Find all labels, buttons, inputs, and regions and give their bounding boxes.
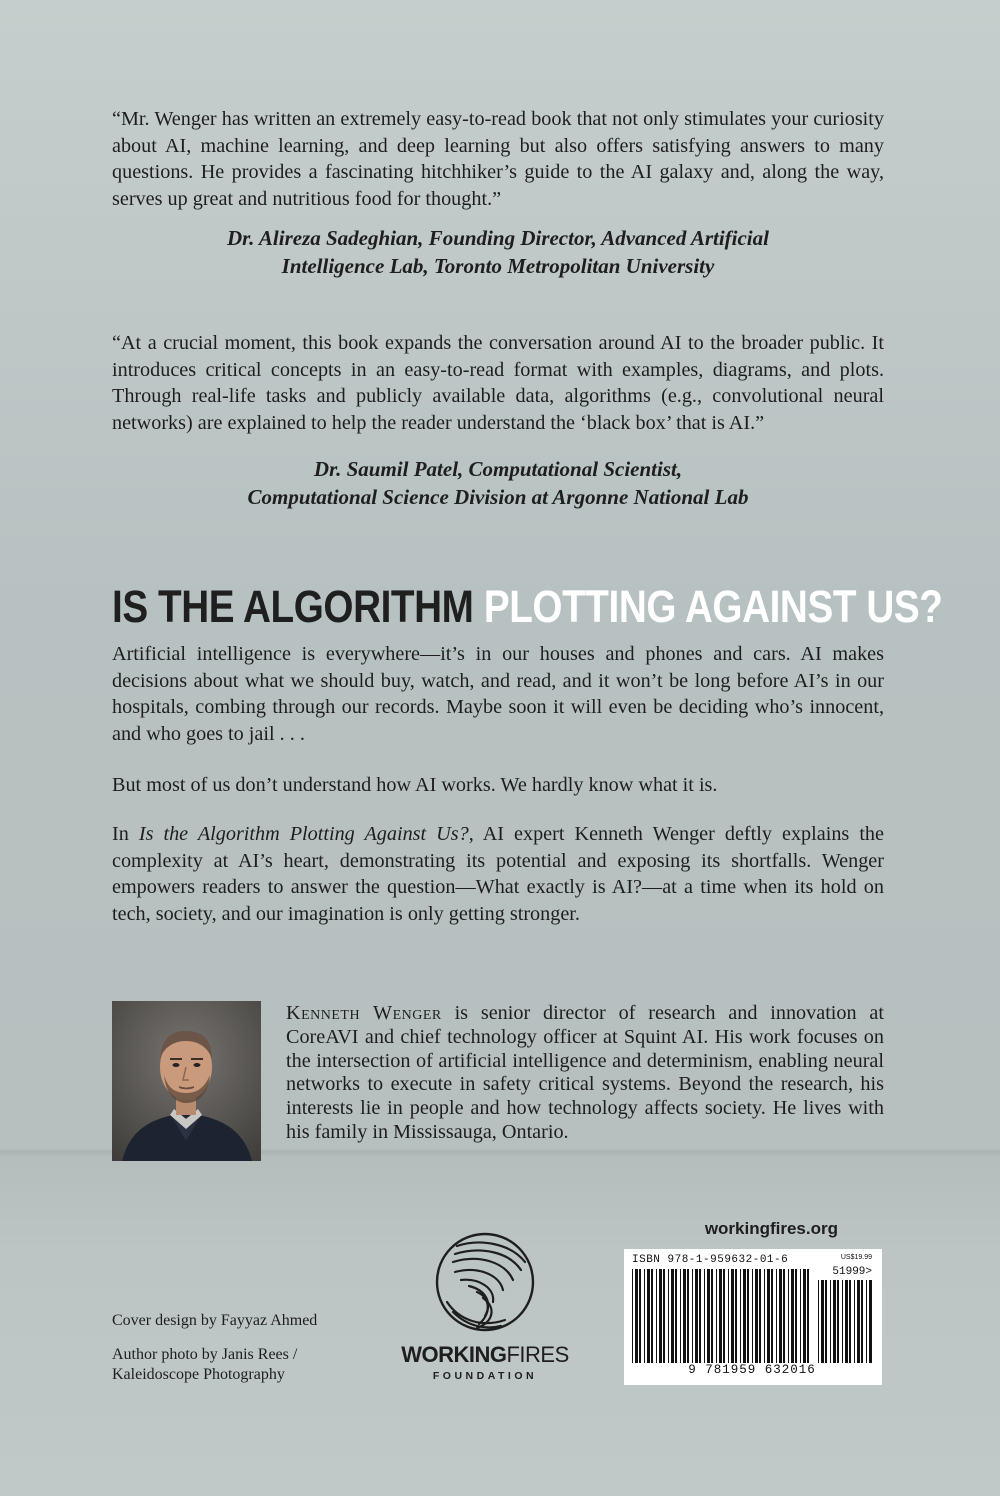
barcode-bar bbox=[755, 1269, 758, 1363]
barcode-bar bbox=[656, 1269, 657, 1363]
barcode-bar bbox=[833, 1280, 836, 1363]
review-attribution-1 bbox=[112, 224, 884, 280]
book-title-italic: Is the Algorithm Plotting Against Us? bbox=[138, 823, 469, 845]
headline-part-dark: IS THE ALGORITHM bbox=[112, 581, 474, 632]
description-paragraph-2 bbox=[112, 772, 884, 799]
barcode-bar bbox=[644, 1269, 645, 1363]
barcode-bar bbox=[707, 1269, 710, 1363]
barcode-bar bbox=[807, 1269, 809, 1363]
barcode-bar bbox=[752, 1269, 753, 1363]
description-prefix: In bbox=[112, 823, 139, 845]
author-photo bbox=[112, 1001, 261, 1161]
barcode-bar bbox=[803, 1269, 806, 1363]
description-text-1: Artificial intelligence is everywhere—it’s in our houses and phones and cars. AI makes decisions about what we should buy, watch, and read, and it won’t be long before AI’s in our hospitals, combing through our records. Maybe soon it will even be deciding who’s innocent, and who goes to jail . . . bbox=[112, 643, 884, 745]
barcode-bar bbox=[687, 1269, 689, 1363]
attribution-1-line-2: Intelligence Lab, Toronto Metropolitan University bbox=[281, 254, 715, 278]
barcode-bar bbox=[776, 1269, 777, 1363]
barcode-bar bbox=[791, 1269, 794, 1363]
isbn-digits: 9 781959 632016 bbox=[688, 1363, 816, 1377]
barcode-bar bbox=[632, 1269, 633, 1363]
barcode-bar bbox=[788, 1269, 789, 1363]
publisher-url[interactable]: workingfires.org bbox=[704, 1219, 838, 1238]
barcode-bar bbox=[842, 1280, 843, 1363]
barcode-bar bbox=[716, 1269, 717, 1363]
barcode-bar bbox=[866, 1280, 867, 1363]
barcode-bar bbox=[647, 1269, 650, 1363]
barcode-bar bbox=[845, 1280, 848, 1363]
barcode-bar bbox=[692, 1269, 693, 1363]
attribution-1-line-1: Dr. Alireza Sadeghian, Founding Director, Advanced Artificial bbox=[227, 226, 769, 250]
barcode-bar bbox=[723, 1269, 725, 1363]
barcode-bar bbox=[767, 1269, 770, 1363]
author-bio bbox=[286, 1002, 884, 1145]
description-text-2: But most of us don’t understand how AI works. We hardly know what it is. bbox=[112, 774, 718, 796]
review-quote-2-text: “At a crucial moment, this book expands the conversation around AI to the broader public. It introduces critical concepts in an easy-to-read format with examples, diagrams, and plots. Through real-life tasks and publicly available data, algorithms (e.g., convolutional neural networks) are explained to help the reader understand the ‘black box’ that is AI.” bbox=[112, 332, 884, 434]
barcode-bar bbox=[795, 1269, 797, 1363]
barcode-bar bbox=[663, 1269, 665, 1363]
working-fires-logo-icon bbox=[385, 1232, 585, 1340]
barcode-bar bbox=[779, 1269, 782, 1363]
description-paragraph-1 bbox=[112, 641, 884, 747]
barcode-bar bbox=[818, 1280, 819, 1363]
publisher-logo bbox=[385, 1232, 585, 1392]
photo-credit-line-2: Kaleidoscope Photography bbox=[112, 1366, 285, 1383]
barcode-bar bbox=[740, 1269, 741, 1363]
barcode-bar bbox=[743, 1269, 746, 1363]
barcode-bar bbox=[731, 1269, 734, 1363]
barcode-bar bbox=[699, 1269, 701, 1363]
author-name: Kenneth Wenger bbox=[286, 1002, 442, 1024]
barcode-bar bbox=[747, 1269, 749, 1363]
barcode-bar bbox=[659, 1269, 662, 1363]
review-quote-1 bbox=[112, 106, 884, 212]
barcode-bar bbox=[711, 1269, 713, 1363]
barcode-addon-bars-icon bbox=[818, 1280, 874, 1363]
barcode-bar bbox=[869, 1280, 872, 1363]
cover-credit: Cover design by Fayyaz Ahmed bbox=[112, 1312, 318, 1329]
barcode-bar bbox=[695, 1269, 698, 1363]
barcode-bar bbox=[783, 1269, 785, 1363]
publisher-subtitle: FOUNDATION bbox=[432, 1370, 538, 1382]
barcode-bars-icon bbox=[632, 1269, 812, 1363]
barcode-bar bbox=[854, 1280, 855, 1363]
barcode-bar bbox=[821, 1280, 824, 1363]
isbn-barcode bbox=[624, 1249, 882, 1385]
barcode-bar bbox=[764, 1269, 765, 1363]
review-quote-1-text: “Mr. Wenger has written an extremely easy-to-read book that not only stimulates your curiosity about AI, machine learning, and deep learning but also offers satisfying answers to many questions. He provides a fascinating hitchhiker’s guide to the AI galaxy and, along the way, serves up great and nutritious food for thought.” bbox=[112, 108, 884, 210]
headline-part-light: PLOTTING AGAINST US? bbox=[483, 581, 943, 632]
author-portrait-icon bbox=[112, 1001, 261, 1161]
review-quote-2 bbox=[112, 330, 884, 436]
description-paragraph-3 bbox=[112, 821, 884, 927]
book-title-headline bbox=[112, 580, 943, 634]
barcode-bar bbox=[837, 1280, 839, 1363]
barcode-bar bbox=[830, 1280, 831, 1363]
description-rest: , AI expert Kenneth Wenger deftly explains the complexity at AI’s heart, demonstrating its potential and exposing its shortfalls. Wenger empowers readers to answer the question—What exactly is AI?—at a time when its hold on tech, society, and our imagination is only getting stronger. bbox=[112, 823, 884, 925]
barcode-bar bbox=[719, 1269, 722, 1363]
price-code: 51999> bbox=[832, 1266, 872, 1278]
barcode-bar bbox=[857, 1280, 860, 1363]
barcode-bar bbox=[635, 1269, 638, 1363]
photo-credit-line-1: Author photo by Janis Rees / bbox=[112, 1346, 298, 1363]
barcode-bar bbox=[675, 1269, 677, 1363]
publisher-name-bold: WORKING bbox=[401, 1342, 507, 1367]
attribution-2-line-1: Dr. Saumil Patel, Computational Scientist, bbox=[313, 457, 683, 481]
barcode-bar bbox=[668, 1269, 669, 1363]
attribution-2-line-2: Computational Science Division at Argonne National Lab bbox=[247, 485, 749, 509]
barcode-bar bbox=[704, 1269, 705, 1363]
barcode-bar bbox=[825, 1280, 827, 1363]
barcode-bar bbox=[651, 1269, 653, 1363]
barcode-bar bbox=[639, 1269, 641, 1363]
barcode-bar bbox=[728, 1269, 729, 1363]
publisher-name bbox=[385, 1342, 585, 1368]
barcode-bar bbox=[735, 1269, 737, 1363]
isbn-label: ISBN 978-1-959632-01-6 bbox=[632, 1254, 789, 1266]
barcode-bar bbox=[861, 1280, 863, 1363]
barcode-bar bbox=[849, 1280, 851, 1363]
barcode-bar bbox=[683, 1269, 686, 1363]
barcode-bar bbox=[771, 1269, 773, 1363]
barcode-bar bbox=[671, 1269, 674, 1363]
price-label: US$19.99 bbox=[840, 1254, 872, 1261]
barcode-bar bbox=[759, 1269, 761, 1363]
author-bio-text: is senior director of research and innovation at CoreAVI and chief technology officer at Squint AI. His work focuses on the intersection of artificial intelligence and determinism, enabling neural networks to execute in safety critical systems. Beyond the research, his interests lie in people and how technology affects society. He lives with his family in Mississauga, Ontario. bbox=[286, 1002, 884, 1143]
review-attribution-2 bbox=[112, 455, 884, 511]
barcode-bar bbox=[680, 1269, 681, 1363]
publisher-name-light: FIRES bbox=[506, 1342, 569, 1367]
barcode-bar bbox=[800, 1269, 801, 1363]
description-text-3 bbox=[112, 821, 884, 927]
